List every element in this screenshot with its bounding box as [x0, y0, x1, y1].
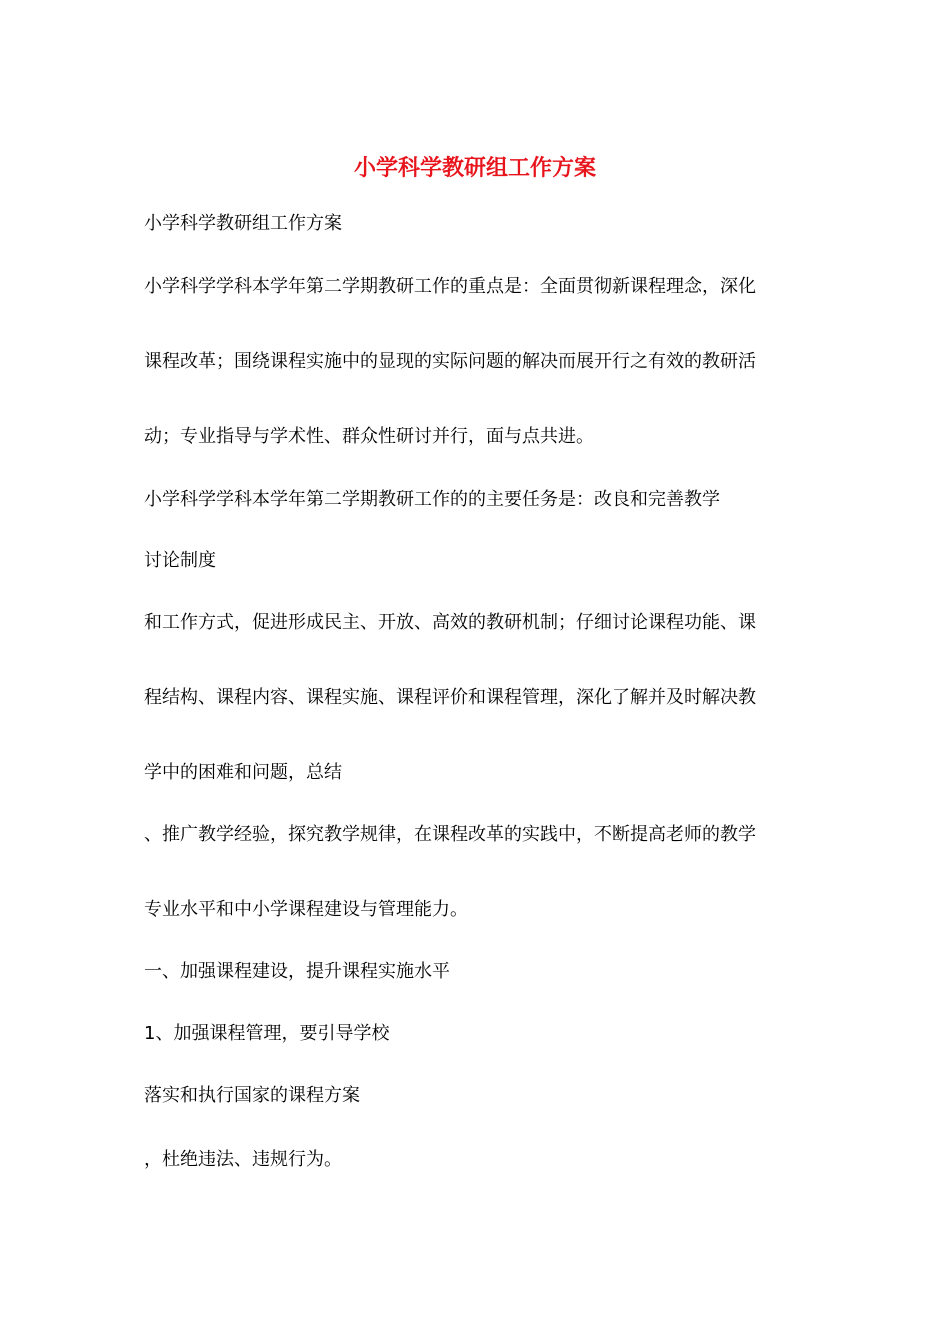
paragraph-line: 程结构、课程内容、课程实施、课程评价和课程管理，深化了解并及时解决教 — [144, 687, 756, 708]
section-heading: 一、加强课程建设，提升课程实施水平 — [144, 961, 450, 982]
paragraph-line: 课程改革；围绕课程实施中的显现的实际问题的解决而展开行之有效的教研活 — [144, 351, 756, 372]
document-title: 小学科学教研组工作方案 — [353, 155, 596, 181]
list-item: 1、加强课程管理，要引导学校 — [144, 1023, 390, 1044]
paragraph-line: 专业水平和中小学课程建设与管理能力。 — [144, 899, 468, 920]
paragraph-line: 学中的困难和问题，总结 — [144, 762, 342, 783]
paragraph-line: 小学科学学科本学年第二学期教研工作的的主要任务是：改良和完善教学 — [144, 489, 720, 510]
paragraph-line: ，杜绝违法、违规行为。 — [144, 1149, 342, 1170]
paragraph-line: 小学科学学科本学年第二学期教研工作的重点是：全面贯彻新课程理念，深化 — [144, 276, 756, 297]
paragraph-line: 讨论制度 — [144, 550, 216, 571]
paragraph-line: 、推广教学经验，探究教学规律，在课程改革的实践中，不断提高老师的教学 — [144, 824, 756, 845]
subtitle-line: 小学科学教研组工作方案 — [144, 213, 342, 234]
paragraph-line: 动；专业指导与学术性、群众性研讨并行，面与点共进。 — [144, 426, 594, 447]
paragraph-line: 落实和执行国家的课程方案 — [144, 1085, 360, 1106]
paragraph-line: 和工作方式，促进形成民主、开放、高效的教研机制；仔细讨论课程功能、课 — [144, 612, 756, 633]
